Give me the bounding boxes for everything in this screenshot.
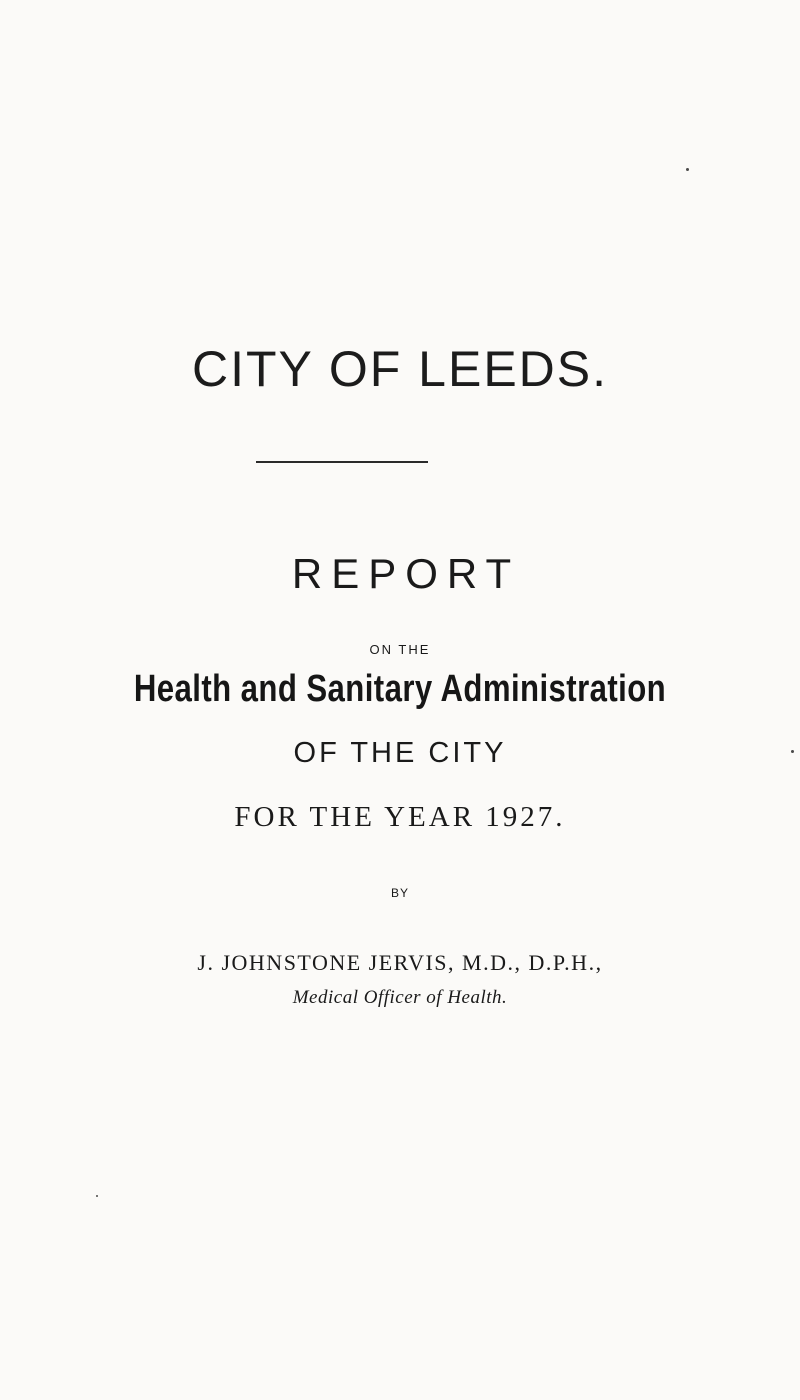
title-divider bbox=[256, 461, 428, 463]
author-name: J. JOHNSTONE JERVIS, M.D., D.P.H., bbox=[197, 950, 603, 975]
paper-speck bbox=[791, 750, 794, 753]
city-title: CITY OF LEEDS. bbox=[191, 341, 609, 397]
paper-speck bbox=[686, 168, 689, 171]
report-heading: REPORT bbox=[291, 550, 521, 597]
subject-heading: Health and Sanitary Administration bbox=[133, 668, 667, 710]
by-label: BY bbox=[390, 886, 409, 900]
on-the-label: ON THE bbox=[369, 642, 431, 657]
of-the-city-line: OF THE CITY bbox=[293, 737, 507, 769]
year-line: FOR THE YEAR 1927. bbox=[234, 801, 566, 833]
author-role: Medical Officer of Health. bbox=[292, 987, 508, 1008]
paper-speck bbox=[96, 1195, 98, 1197]
